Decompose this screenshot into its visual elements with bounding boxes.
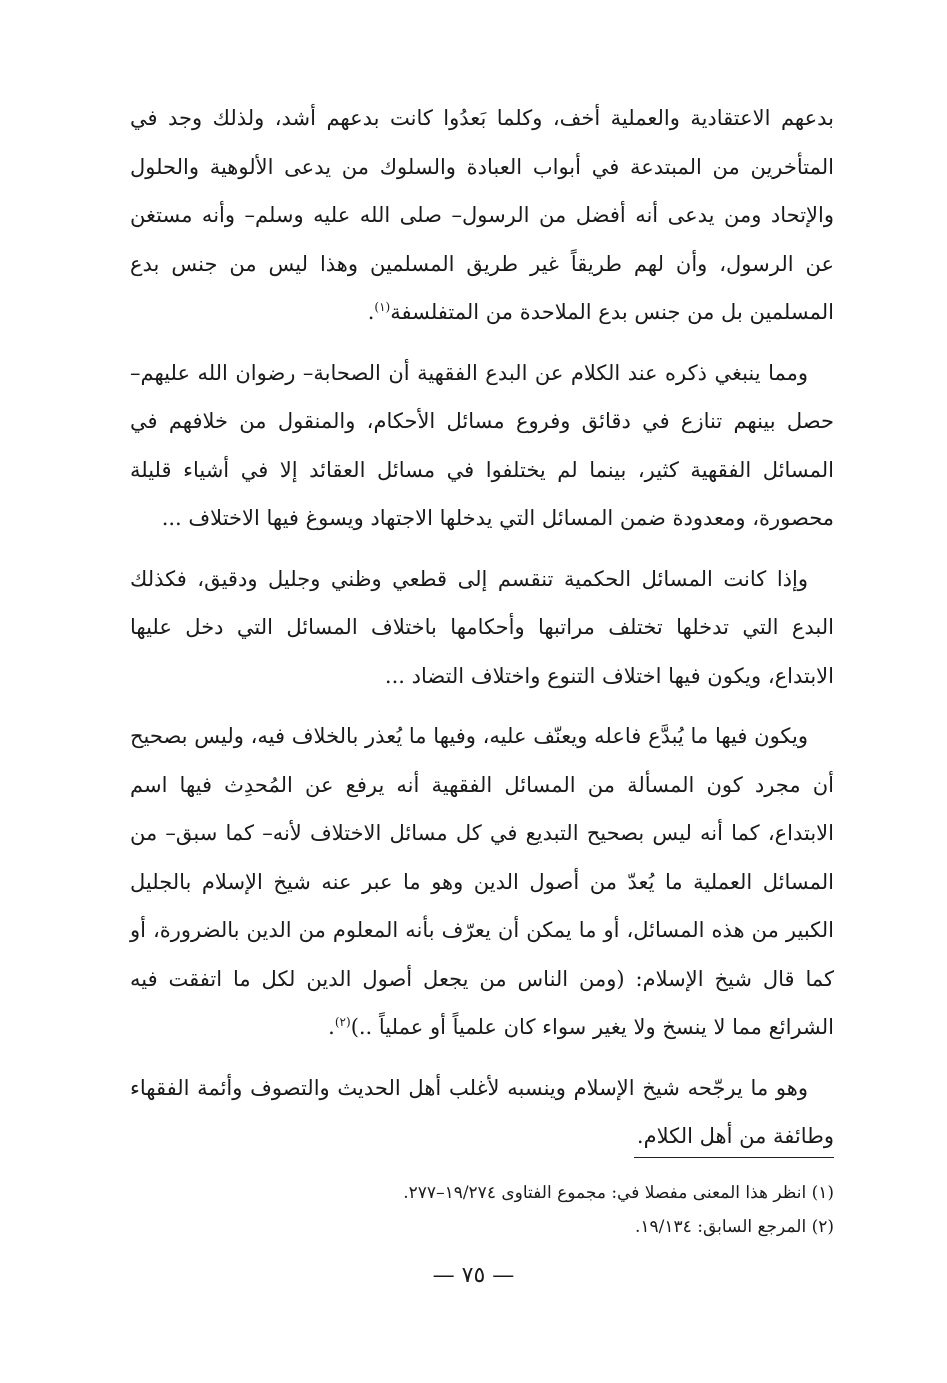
- paragraph-5-text: وهو ما يرجّحه شيخ الإسلام وينسبه لأغلب أهل الحديث والتصوف وأئمة الفقهاء وطائفة من أهل الكلام.: [130, 1075, 834, 1148]
- footnote-ref-2[interactable]: (٢): [334, 1015, 351, 1029]
- paragraph-2: [130, 349, 834, 543]
- footnote-2: (٢) المرجع السابق: ١٩/١٣٤.: [635, 1217, 834, 1237]
- paragraph-3-text: وإذا كانت المسائل الحكمية تنقسم إلى قطعي وظني وجليل ودقيق، فكذلك البدع التي تدخلها تختلف مراتبها وأحكامها باختلاف المسائل التي دخل عليها الابتداع، ويكون فيها اختلاف التنوع واختلاف التضاد ...: [130, 566, 834, 688]
- paragraph-5: [130, 1064, 834, 1161]
- page-number: — ٧٥ —: [432, 1263, 515, 1288]
- paragraph-2-text: ومما ينبغي ذكره عند الكلام عن البدع الفقهية أن الصحابة– رضوان الله عليهم– حصل بينهم تنازع في دقائق وفروع مسائل الأحكام، والمنقول من خلافهم في المسائل الفقهية كثير، بينما لم يختلفوا في مسائل العقائد إلا في أشياء قليلة محصورة، ومعدودة ضمن المسائل التي يدخلها الاجتهاد ويسوغ فيها الاختلاف ...: [130, 360, 834, 530]
- paragraph-4-text: ويكون فيها ما يُبدَّع فاعله ويعنّف عليه، وفيها ما يُعذر بالخلاف فيه، وليس بصحيح أن مجرد كون المسألة من المسائل الفقهية أنه يرفع عن المُحدِث فيها اسم الابتداع، كما أنه ليس بصحيح التبديع في كل مسائل الاختلاف لأنه– كما سبق– من المسائل العملية ما يُعدّ من أصول الدين وهو ما عبر عنه شيخ الإسلام بالجليل الكبير من هذه المسائل، أو ما يمكن أن يعرّف بأنه المعلوم من الدين بالضرورة، أو كما قال شيخ الإسلام: (ومن الناس من يجعل أصول الدين لكل ما اتفقت فيه الشرائع مما لا ينسخ ولا يغير سواء كان علمياً أو عملياً ..): [130, 724, 834, 1039]
- footnote-ref-1[interactable]: (١): [374, 300, 391, 314]
- paragraph-4: [130, 712, 834, 1052]
- main-text: [130, 94, 834, 1173]
- paragraph-1-text: بدعهم الاعتقادية والعملية أخف، وكلما بَعدُوا كانت بدعهم أشد، ولذلك وجد في المتأخرين من المبتدعة في أبواب العبادة والسلوك من يدعى الألوهية والحلول والإتحاد ومن يدعى أنه أفضل من الرسول– صلى الله عليه وسلم– وأنه مستغن عن الرسول، وأن لهم طريقاً غير طريق المسلمين وهذا ليس من جنس بدع المسلمين بل من جنس بدع الملاحدة من المتفلسفة: [130, 106, 834, 324]
- footnote-1: (١) انظر هذا المعنى مفصلا في: مجموع الفتاوى ١٩/٢٧٤–٢٧٧.: [403, 1183, 834, 1203]
- paragraph-1: [130, 94, 834, 337]
- paragraph-3: [130, 555, 834, 701]
- paragraph-4-tail: .: [328, 1015, 335, 1039]
- paragraph-1-tail: .: [367, 300, 375, 324]
- footnote-divider: [634, 1157, 834, 1158]
- footnotes: [130, 1176, 834, 1244]
